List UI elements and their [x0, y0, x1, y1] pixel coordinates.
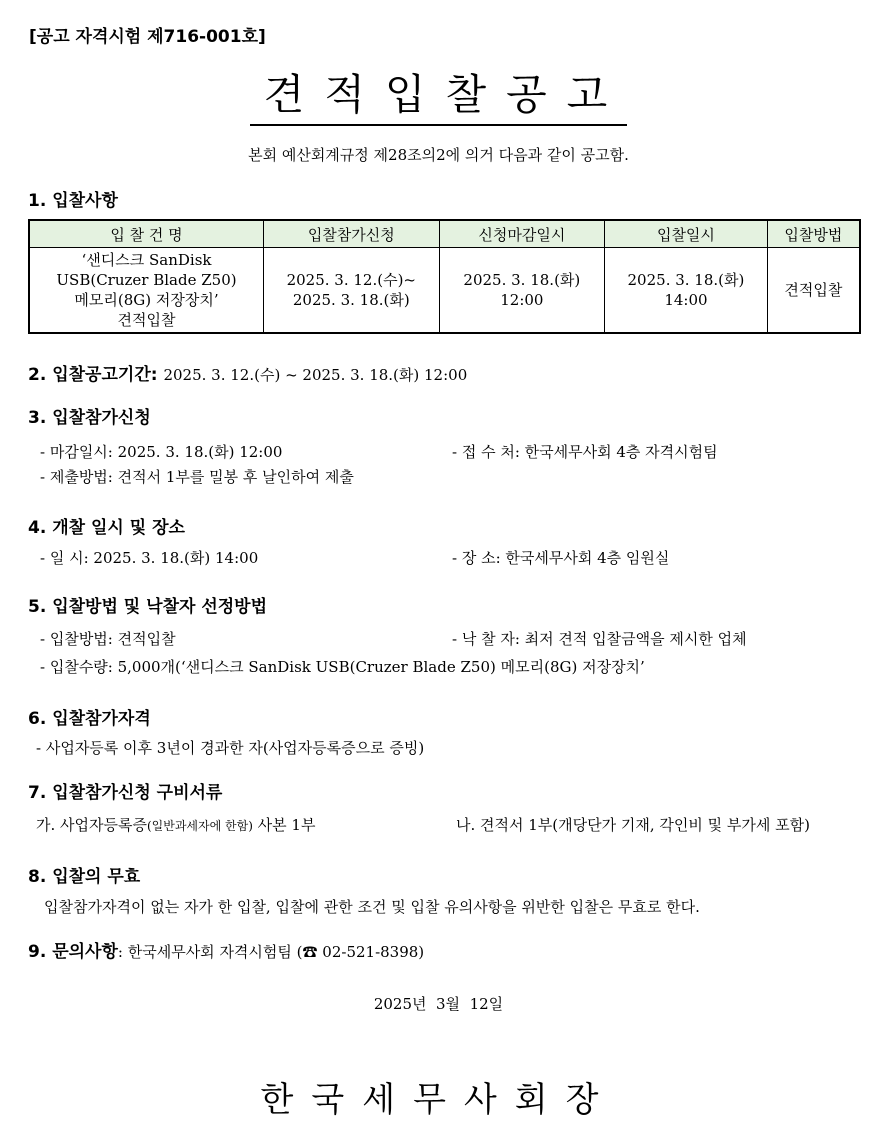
bid-item-name-cell [29, 248, 264, 334]
bid-item-name-line: ‘샌디스크 SanDisk [81, 251, 212, 269]
bid-table-header: 입찰참가신청 [264, 220, 440, 248]
required-document-a-note: (일반과세자에 한함) [146, 819, 253, 833]
notice-number: [공고 자격시험 제716-001호] [29, 27, 266, 47]
bid-application-line: 2025. 3. 12.(수)~ [286, 271, 416, 289]
bid-application-line: 2025. 3. 18.(화) [292, 291, 410, 309]
bid-date-line: 2025. 3. 18.(화) [627, 271, 745, 289]
eligibility: - 사업자등록 이후 3년이 경과한 자(사업자등록증으로 증빙) [36, 739, 425, 757]
contact-info: 한국세무사회 자격시험팀 (☎ 02-521-8398) [122, 943, 425, 961]
required-document-b: 나. 견적서 1부(개당단가 기재, 각인비 및 부가세 포함) [456, 816, 810, 834]
bid-deadline-line: 2025. 3. 18.(화) [463, 271, 581, 289]
bid-table-row [29, 248, 860, 334]
section-9 [28, 937, 424, 962]
section-9-colon: : [117, 943, 123, 961]
submission-method: - 제출방법: 견적서 1부를 밀봉 후 날인하여 제출 [40, 468, 354, 486]
page-title [0, 70, 877, 126]
bid-date-line: 14:00 [664, 291, 708, 309]
intro-text: 본회 예산회계규정 제28조의2에 의거 다음과 같이 공고함. [248, 146, 629, 164]
bid-method: - 입찰방법: 견적입찰 [40, 630, 176, 648]
bid-item-name-line: 견적입찰 [117, 311, 176, 329]
application-receiver: - 접 수 처: 한국세무사회 4층 자격시험팀 [452, 443, 718, 461]
bid-table [28, 219, 861, 334]
bid-table-header: 입찰방법 [767, 220, 860, 248]
bid-item-name-line: 메모리(8G) 저장장치’ [74, 291, 219, 309]
page-title-text: 견적입찰공고 [250, 70, 627, 126]
bid-table-header: 입찰일시 [605, 220, 768, 248]
application-deadline: - 마감일시: 2025. 3. 18.(화) 12:00 [40, 443, 283, 461]
invalid-bid-text: 입찰참가자격이 없는 자가 한 입찰, 입찰에 관한 조건 및 입찰 유의사항을 위반한 입찰은 무효로 한다. [44, 898, 700, 916]
bid-deadline-line: 12:00 [500, 291, 544, 309]
bid-deadline-cell [439, 248, 605, 334]
bid-application-cell [264, 248, 440, 334]
winner-selection: - 낙 찰 자: 최저 견적 입찰금액을 제시한 업체 [452, 630, 747, 648]
section-6-heading: 6. 입찰참가자격 [28, 709, 151, 729]
section-2 [28, 360, 467, 385]
bid-table-header: 입 찰 건 명 [29, 220, 264, 248]
notice-date: 2025년 3월 12일 [373, 995, 504, 1013]
section-8-heading: 8. 입찰의 무효 [28, 867, 141, 887]
required-document-a [36, 814, 315, 835]
section-1-heading: 1. 입찰사항 [28, 191, 118, 211]
bid-item-name-line: USB(Cruzer Blade Z50) [56, 271, 237, 289]
section-9-heading: 9. 문의사항 [28, 942, 118, 962]
section-7-heading: 7. 입찰참가신청 구비서류 [28, 783, 223, 803]
required-document-a-copies: 사본 1부 [252, 816, 316, 834]
announcement-period: 2025. 3. 12.(수) ~ 2025. 3. 18.(화) 12:00 [163, 366, 468, 384]
bid-method-cell: 견적입찰 [767, 248, 860, 334]
section-3-heading: 3. 입찰참가신청 [28, 408, 151, 428]
opening-place: - 장 소: 한국세무사회 4층 임원실 [452, 549, 670, 567]
bid-date-cell [605, 248, 768, 334]
bid-quantity: - 입찰수량: 5,000개(‘샌디스크 SanDisk USB(Cruzer Blade Z50) 메모리(8G) 저장장치’ [40, 658, 645, 676]
section-2-heading: 2. 입찰공고기간: [28, 365, 158, 385]
required-document-a-name: 가. 사업자등록증 [36, 816, 147, 834]
opening-datetime: - 일 시: 2025. 3. 18.(화) 14:00 [40, 549, 259, 567]
bid-table-header-row [29, 220, 860, 248]
section-4-heading: 4. 개찰 일시 및 장소 [28, 518, 185, 538]
signature: 한국세무사회장 [260, 1080, 617, 1120]
section-5-heading: 5. 입찰방법 및 낙찰자 선정방법 [28, 597, 268, 617]
bid-table-header: 신청마감일시 [439, 220, 605, 248]
